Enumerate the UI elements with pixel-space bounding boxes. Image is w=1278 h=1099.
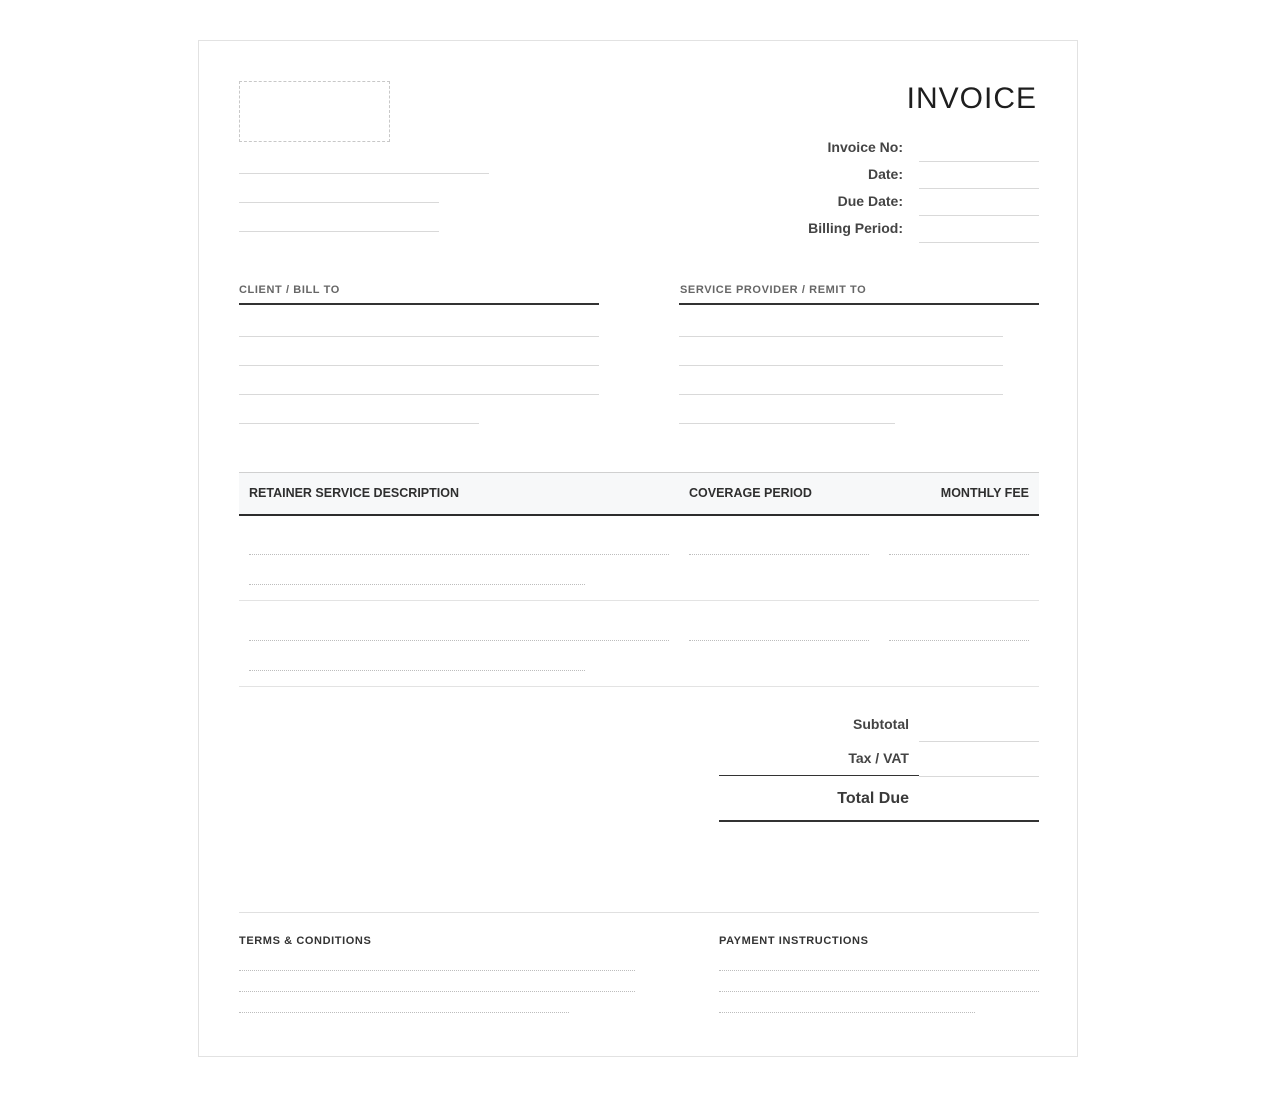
invoice-no-field[interactable] (919, 161, 1039, 162)
total-top-rule (719, 775, 919, 776)
date-label: Date: (867, 166, 903, 182)
row-2-coverage-field[interactable] (689, 640, 869, 641)
payment-heading: PAYMENT INSTRUCTIONS (719, 935, 869, 947)
sender-line-2[interactable] (239, 202, 439, 203)
billing-period-field[interactable] (919, 242, 1039, 243)
invoice-sheet (198, 40, 1078, 1057)
provider-line-2[interactable] (679, 365, 1003, 366)
row-2-fee-field[interactable] (889, 640, 1029, 641)
client-line-4[interactable] (239, 423, 479, 424)
payment-line-2[interactable] (719, 991, 1039, 992)
row-2-description-line-1[interactable] (249, 640, 669, 641)
column-header-description: RETAINER SERVICE DESCRIPTION (249, 486, 459, 500)
provider-line-1[interactable] (679, 336, 1003, 337)
terms-heading: TERMS & CONDITIONS (239, 935, 372, 947)
client-line-1[interactable] (239, 336, 599, 337)
row-2-divider (239, 686, 1039, 687)
payment-line-1[interactable] (719, 970, 1039, 971)
billing-period-label: Billing Period: (808, 220, 903, 236)
subtotal-label: Subtotal (853, 716, 909, 732)
provider-heading: SERVICE PROVIDER / REMIT TO (680, 284, 867, 296)
terms-line-1[interactable] (239, 970, 635, 971)
due-date-field[interactable] (919, 215, 1039, 216)
row-1-description-line-2[interactable] (249, 584, 585, 585)
payment-line-3[interactable] (719, 1012, 975, 1013)
sender-line-3[interactable] (239, 231, 439, 232)
row-1-divider (239, 600, 1039, 601)
services-table-header (239, 472, 1039, 516)
column-header-monthly-fee: MONTHLY FEE (940, 486, 1029, 500)
row-1-description-line-1[interactable] (249, 554, 669, 555)
tax-field[interactable] (919, 776, 1039, 777)
tax-label: Tax / VAT (848, 750, 909, 766)
total-due-rule (719, 820, 1039, 822)
footer-divider (239, 912, 1039, 913)
invoice-title: INVOICE (906, 82, 1037, 115)
client-line-2[interactable] (239, 365, 599, 366)
provider-line-4[interactable] (679, 423, 895, 424)
logo-placeholder[interactable] (239, 81, 390, 142)
row-2-description-line-2[interactable] (249, 670, 585, 671)
row-1-coverage-field[interactable] (689, 554, 869, 555)
client-line-3[interactable] (239, 394, 599, 395)
row-1-fee-field[interactable] (889, 554, 1029, 555)
sender-line-1[interactable] (239, 173, 489, 174)
client-heading: CLIENT / BILL TO (239, 284, 340, 296)
column-header-coverage-period: COVERAGE PERIOD (689, 486, 812, 500)
invoice-no-label: Invoice No: (827, 139, 903, 155)
terms-line-3[interactable] (239, 1012, 569, 1013)
terms-line-2[interactable] (239, 991, 635, 992)
provider-line-3[interactable] (679, 394, 1003, 395)
due-date-label: Due Date: (837, 193, 903, 209)
client-heading-rule (239, 303, 599, 305)
provider-heading-rule (679, 303, 1039, 305)
date-field[interactable] (919, 188, 1039, 189)
subtotal-field[interactable] (919, 741, 1039, 742)
total-due-label: Total Due (837, 790, 909, 807)
